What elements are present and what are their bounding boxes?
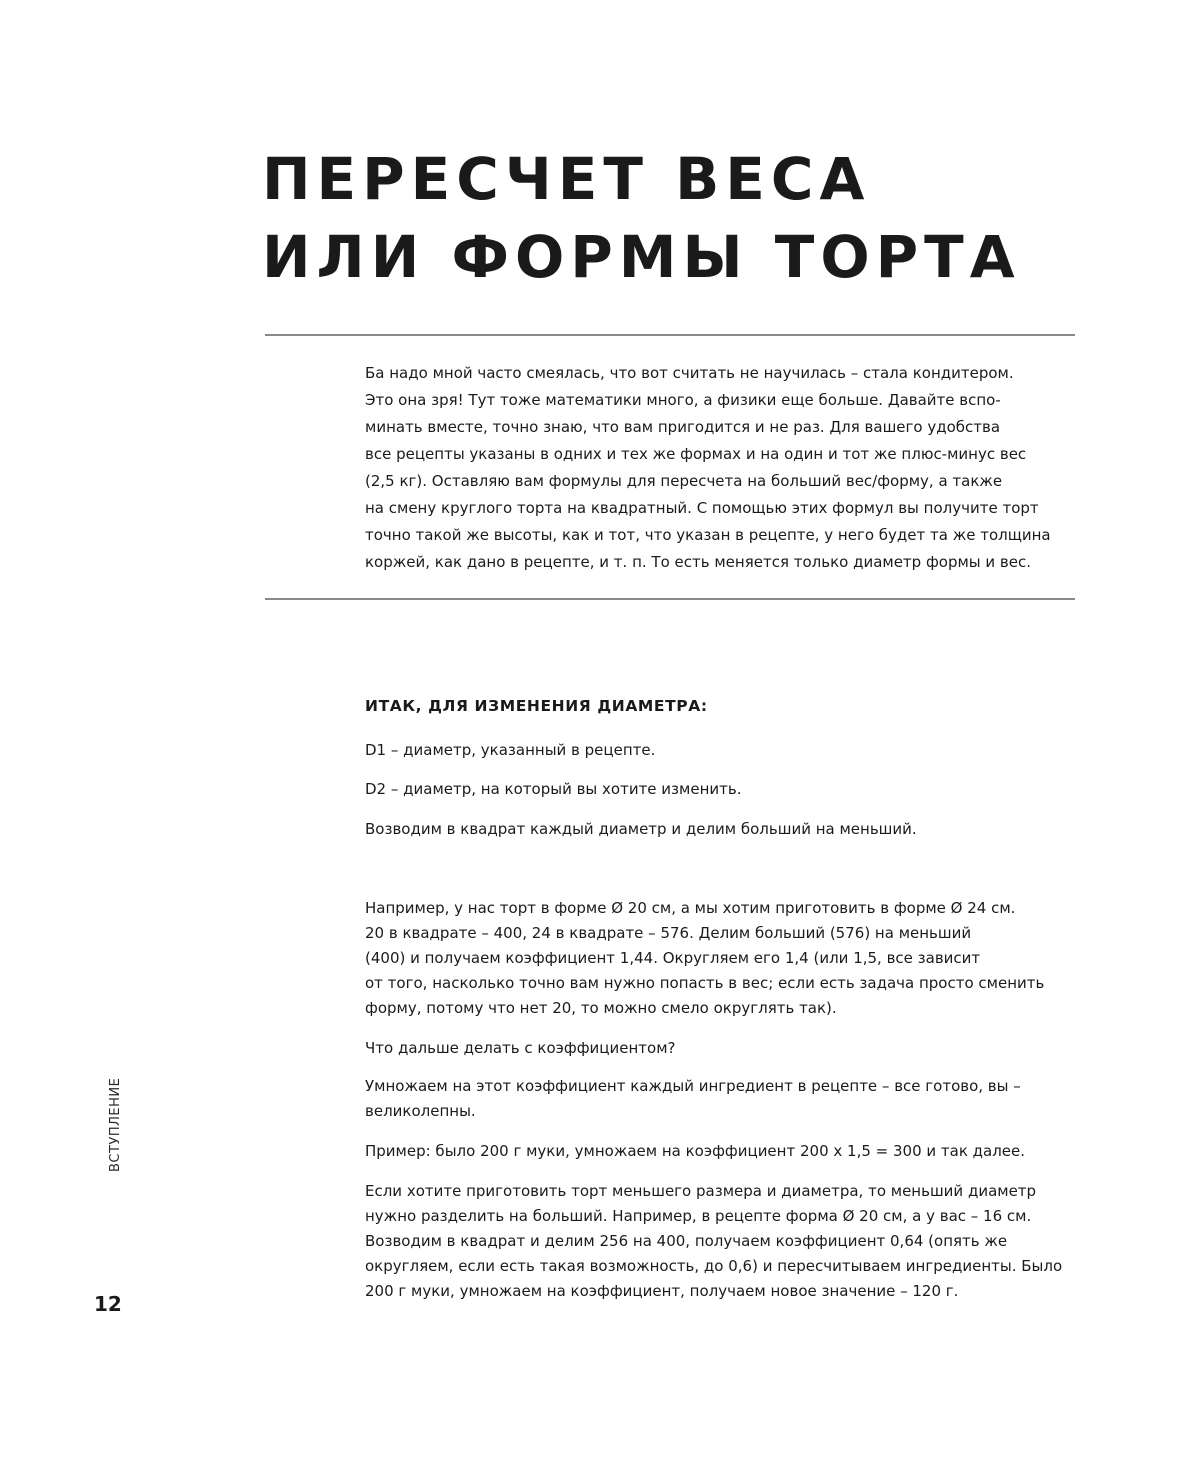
d1-text: D1 – диаметр, указанный в рецепте. [365,741,656,759]
smaller-line: Если хотите приготовить торт меньшего размера и диаметра, то меньший диаметр [365,1182,1037,1200]
intro-line: Это она зря! Тут тоже математики много, а физики еще больше. Давайте вспо- [365,391,1001,409]
d2-text: D2 – диаметр, на который вы хотите изменить. [365,780,742,798]
example-line: Например, у нас торт в форме Ø 20 см, а мы хотим приготовить в форме Ø 24 см. [365,899,1016,917]
example-line: 20 в квадрате – 400, 24 в квадрате – 576. Делим больший (576) на меньший [365,924,972,942]
page-title [262,140,1021,296]
question-text: Что дальше делать с коэффициентом? [365,1039,676,1057]
page-number: 12 [94,1292,122,1316]
intro-line: на смену круглого торта на квадратный. С помощью этих формул вы получите торт [365,499,1039,517]
smaller-line: нужно разделить на больший. Например, в рецепте форма Ø 20 см, а у вас – 16 см. [365,1207,1032,1225]
intro-line: точно такой же высоты, как и тот, что указан в рецепте, у него будет та же толщина [365,526,1051,544]
sample-text: Пример: было 200 г муки, умножаем на коэффициент 200 х 1,5 = 300 и так далее. [365,1142,1026,1160]
title-line-1: ПЕРЕСЧЕТ ВЕСА [262,145,871,213]
intro-line: все рецепты указаны в одних и тех же формах и на один и тот же плюс-минус вес [365,445,1027,463]
d2-definition [365,777,1077,802]
example-line: (400) и получаем коэффициент 1,44. Округляем его 1,4 (или 1,5, все зависит [365,949,981,967]
section-side-label: ВСТУПЛЕНИЕ [108,1077,123,1172]
example-line: форму, потому что нет 20, то можно смело округлять так). [365,999,837,1017]
smaller-line: Возводим в квадрат и делим 256 на 400, получаем коэффициент 0,64 (опять же [365,1232,1008,1250]
intro-paragraph [365,360,1077,576]
section-heading: ИТАК, ДЛЯ ИЗМЕНЕНИЯ ДИАМЕТРА: [365,697,708,715]
title-line-2: ИЛИ ФОРМЫ ТОРТА [262,223,1021,291]
square-text: Возводим в квадрат каждый диаметр и делим больший на меньший. [365,820,917,838]
d1-definition [365,738,1077,763]
example-line: от того, насколько точно вам нужно попасть в вес; если есть задача просто сменить [365,974,1045,992]
multiply-line: Умножаем на этот коэффициент каждый ингредиент в рецепте – все готово, вы – [365,1077,1021,1095]
intro-line: (2,5 кг). Оставляю вам формулы для пересчета на больший вес/форму, а также [365,472,1003,490]
top-divider [265,334,1075,336]
smaller-line: 200 г муки, умножаем на коэффициент, получаем новое значение – 120 г. [365,1282,959,1300]
intro-line: Ба надо мной часто смеялась, что вот считать не научилась – стала кондитером. [365,364,1014,382]
smaller-paragraph [365,1179,1077,1304]
sample-paragraph [365,1139,1077,1164]
example-paragraph [365,896,1077,1021]
multiply-line: великолепны. [365,1102,476,1120]
bottom-divider [265,598,1075,600]
intro-line: минать вместе, точно знаю, что вам пригодится и не раз. Для вашего удобства [365,418,1001,436]
smaller-line: округляем, если есть такая возможность, до 0,6) и пересчитываем ингредиенты. Было [365,1257,1063,1275]
intro-line: коржей, как дано в рецепте, и т. п. То есть меняется только диаметр формы и вес. [365,553,1032,571]
square-instruction [365,817,1077,842]
multiply-paragraph [365,1074,1077,1124]
question-paragraph [365,1036,1077,1061]
